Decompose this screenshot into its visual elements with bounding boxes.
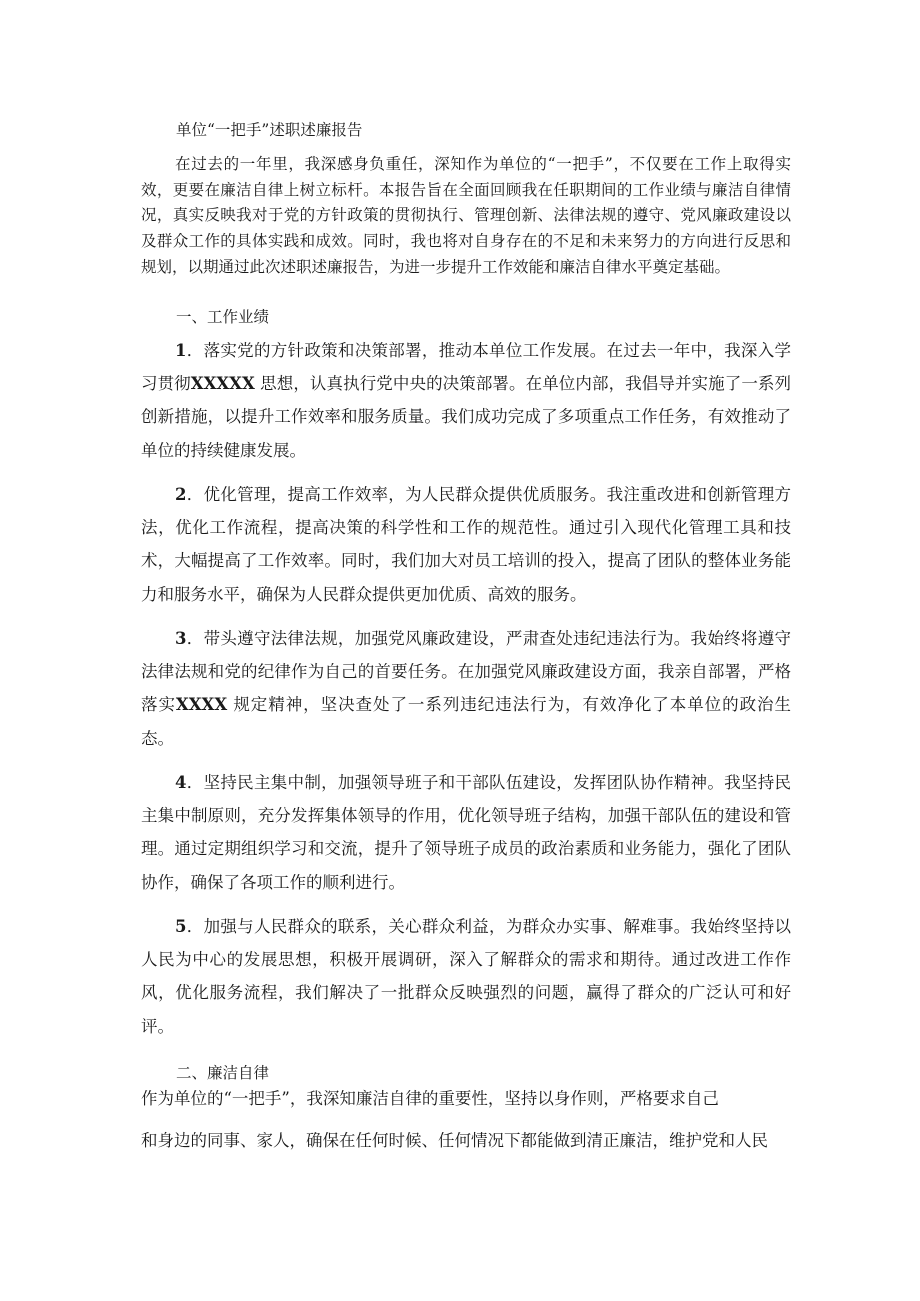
list-item-5 [141,910,791,1043]
item-text: ．优化管理，提高工作效率，为人民群众提供优质服务。我注重改进和创新管理方法，优化工作流程，提高决策的科学性和工作的规范性。通过引入现代化管理工具和技术，大幅提高了工作效率。同时，我们加大对员工培训的投入，提高了团队的整体业务能力和服务水平，确保为人民群众提供更加优质、高效的服务。 [141,485,791,604]
list-item-4 [141,766,791,899]
item-number: 2 [175,485,187,504]
item-text: ．带头遵守法律法规，加强党风廉政建设，严肃查处违纪违法行为。我始终将遵守法律法规和党的纪律作为自己的首要任务。在加强党风廉政建设方面，我亲自部署，严格落实 [141,629,791,715]
item-text: ．加强与人民群众的联系，关心群众利益，为群众办实事、解难事。我始终坚持以人民为中心的发展思想，积极开展调研，深入了解群众的需求和期待。通过改进工作作风，优化服务流程，我们解决了一批群众反映强烈的问题，赢得了群众的广泛认可和好评。 [141,917,791,1036]
section-heading-work-performance: 一、工作业绩 [176,308,270,326]
integrity-line-2: 和身边的同事、家人，确保在任何时候、任何情况下都能做到清正廉洁，维护党和人民 [141,1131,768,1150]
item-number: 4 [175,773,187,792]
list-item-3 [141,622,791,755]
redacted-code: XXXX [175,695,228,715]
list-item-2 [141,478,791,611]
item-number: 5 [175,917,187,936]
redacted-code: XXXXX [190,374,255,394]
item-text: 规定精神，坚决查处了一系列违纪违法行为，有效净化了本单位的政治生态。 [141,695,792,748]
list-item-1 [141,334,791,467]
intro-paragraph: 在过去的一年里，我深感身负重任，深知作为单位的“一把手”，不仅要在工作上取得实效，更要在廉洁自律上树立标杆。本报告旨在全面回顾我在任职期间的工作业绩与廉洁自律情况，真实反映我对于党的方针政策的贯彻执行、管理创新、法律法规的遵守、党风廉政建设以及群众工作的具体实践和成效。同时，我也将对自身存在的不足和未来努力的方向进行反思和规划，以期通过此次述职述廉报告，为进一步提升工作效能和廉洁自律水平奠定基础。 [141,155,791,276]
section-heading-integrity: 二、廉洁自律 [176,1064,270,1082]
item-number: 1 [175,341,187,360]
item-text: ．落实党的方针政策和决策部署，推动本单位工作发展。在过去一年中，我深入学习贯彻 [141,341,791,394]
item-text: 思想，认真执行党中央的决策部署。在单位内部，我倡导并实施了一系列创新措施，以提升工作效率和服务质量。我们成功完成了多项重点工作任务，有效推动了单位的持续健康发展。 [141,374,792,460]
item-number: 3 [175,629,187,648]
item-text: ．坚持民主集中制，加强领导班子和干部队伍建设，发挥团队协作精神。我坚持民主集中制原则，充分发挥集体领导的作用，优化领导班子结构，加强干部队伍的建设和管理。通过定期组织学习和交流，提升了领导班子成员的政治素质和业务能力，强化了团队协作，确保了各项工作的顺利进行。 [141,773,791,892]
integrity-line-1: 作为单位的“一把手”，我深知廉洁自律的重要性，坚持以身作则，严格要求自己 [141,1089,719,1108]
document-title: 单位“一把手”述职述廉报告 [176,121,363,139]
